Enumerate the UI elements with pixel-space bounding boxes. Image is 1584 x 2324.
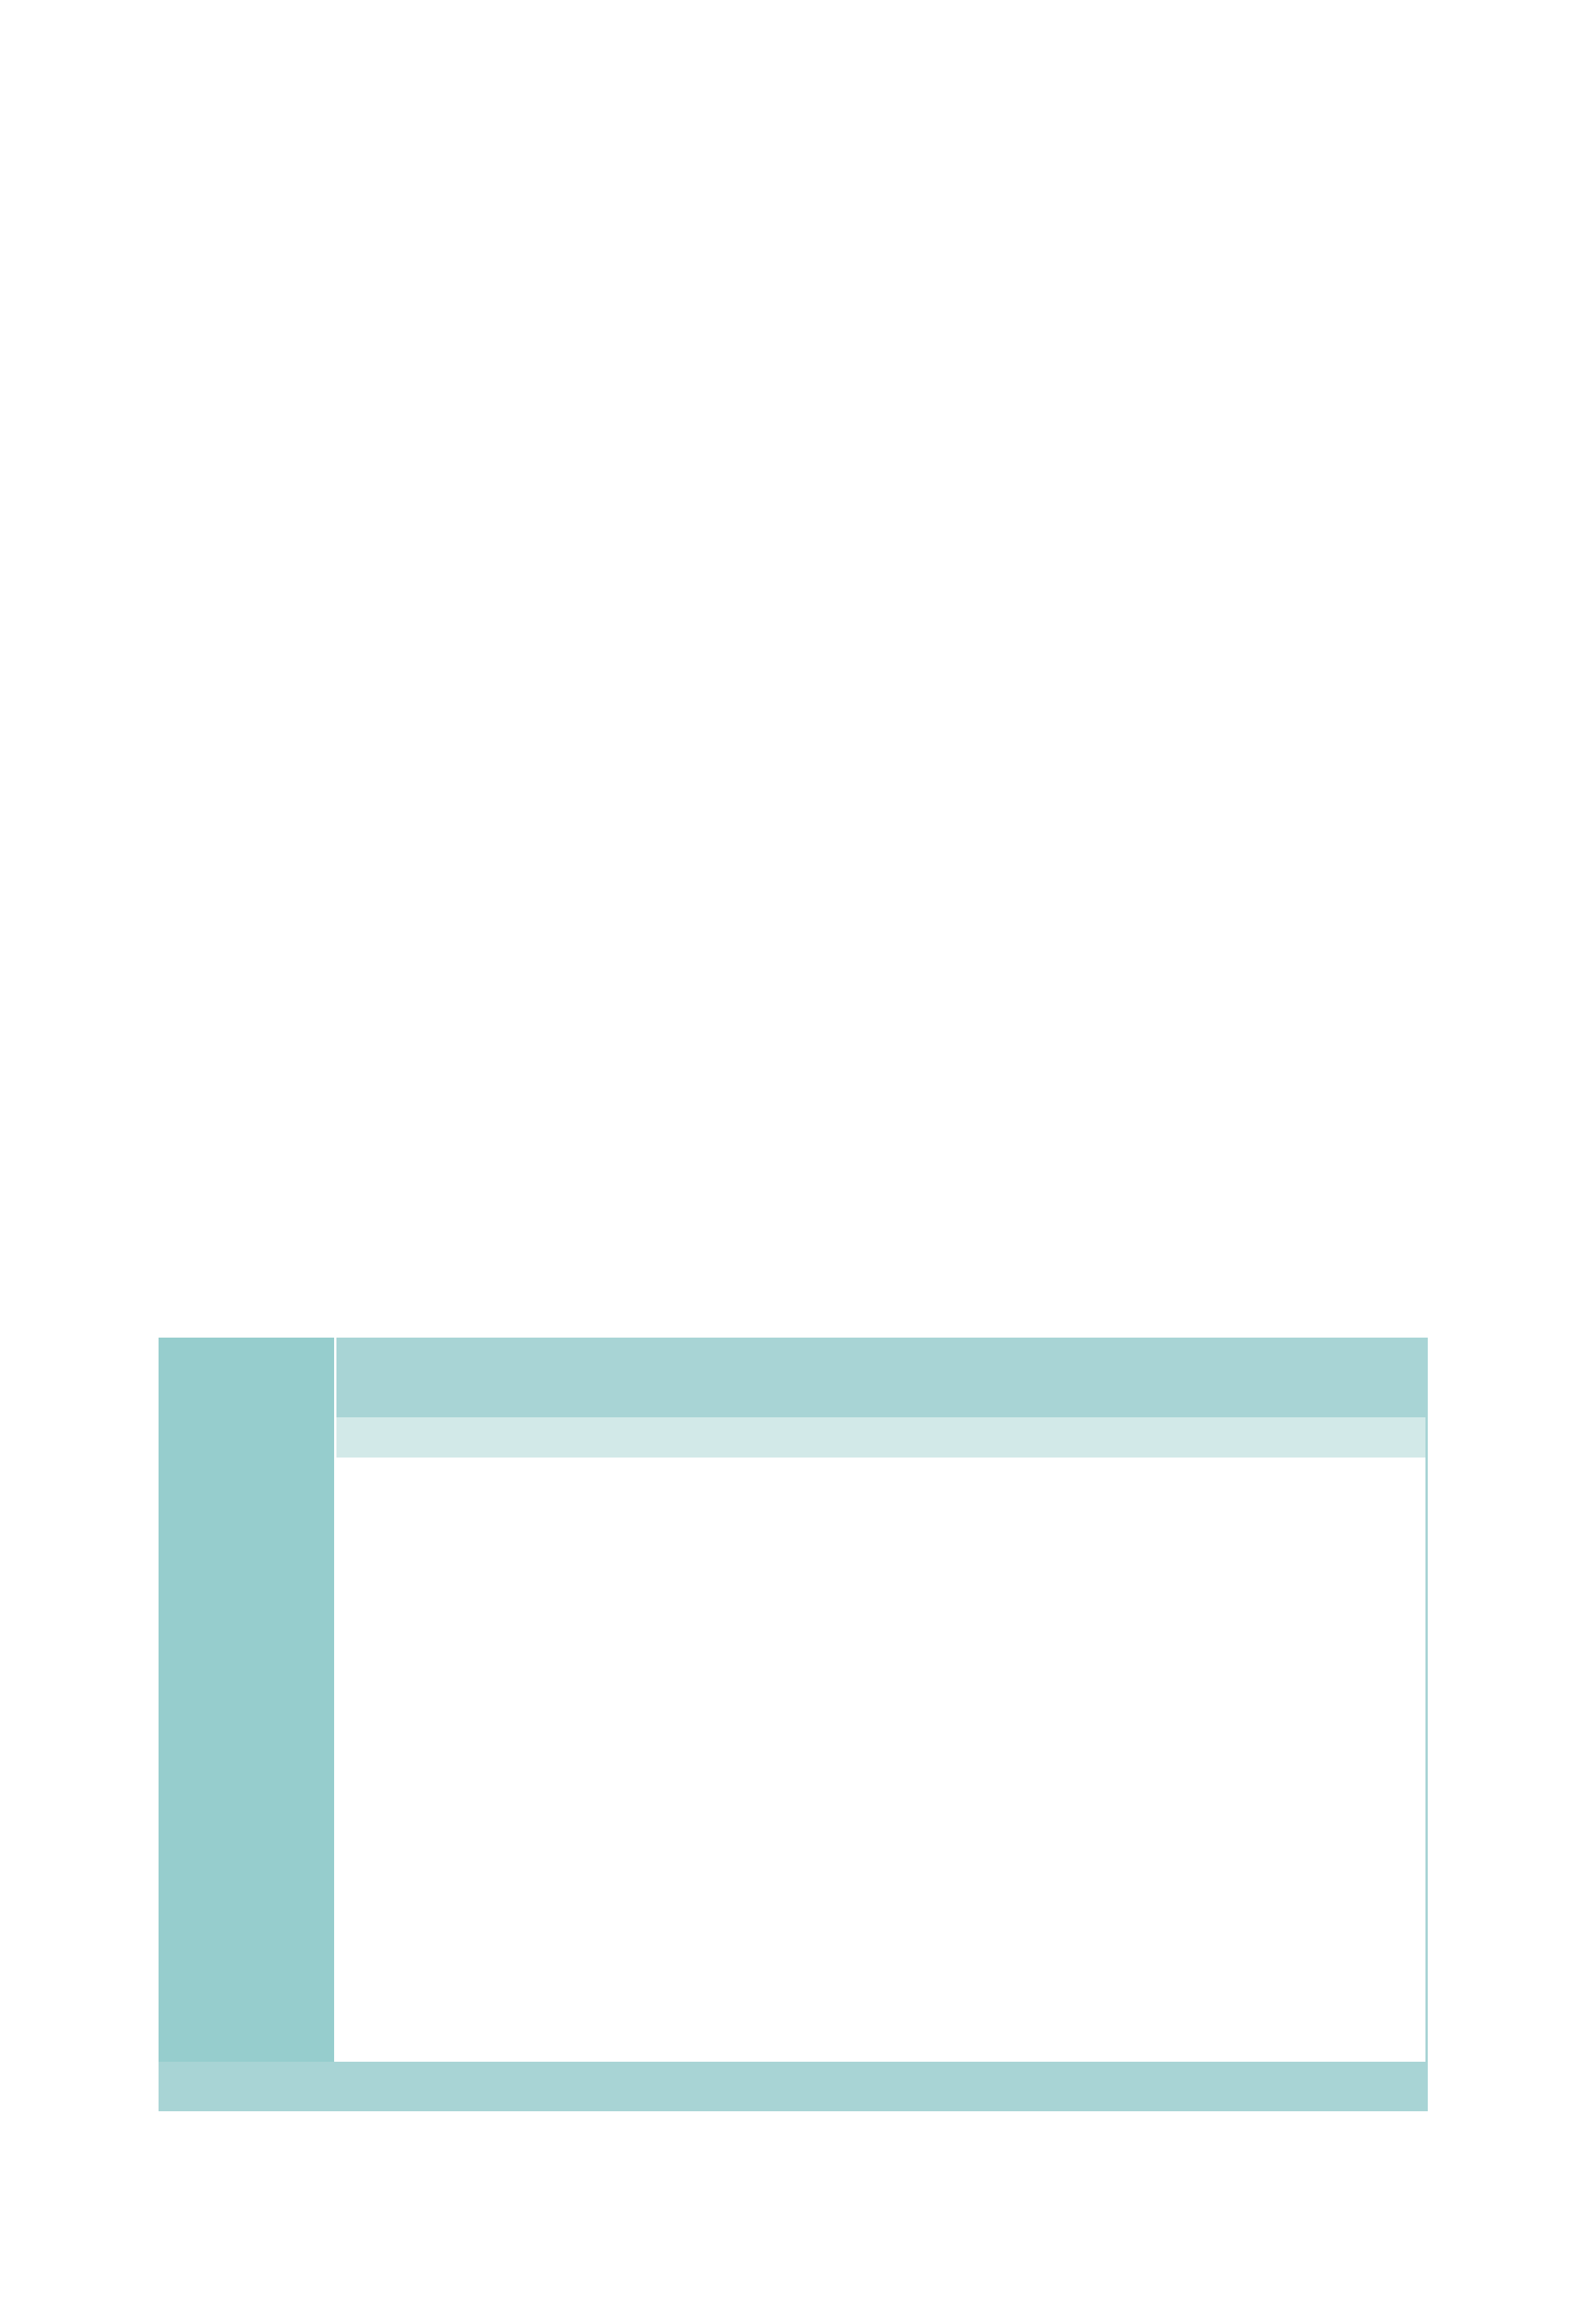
decorative-squares-bottom bbox=[0, 2242, 433, 2324]
body-text bbox=[159, 198, 561, 239]
table-header-row bbox=[336, 1417, 1425, 1458]
decorative-squares-top bbox=[1050, 0, 1584, 133]
table-label-column bbox=[159, 1338, 336, 2062]
table-body bbox=[336, 1417, 1425, 2062]
table-3 bbox=[159, 1338, 1428, 2111]
